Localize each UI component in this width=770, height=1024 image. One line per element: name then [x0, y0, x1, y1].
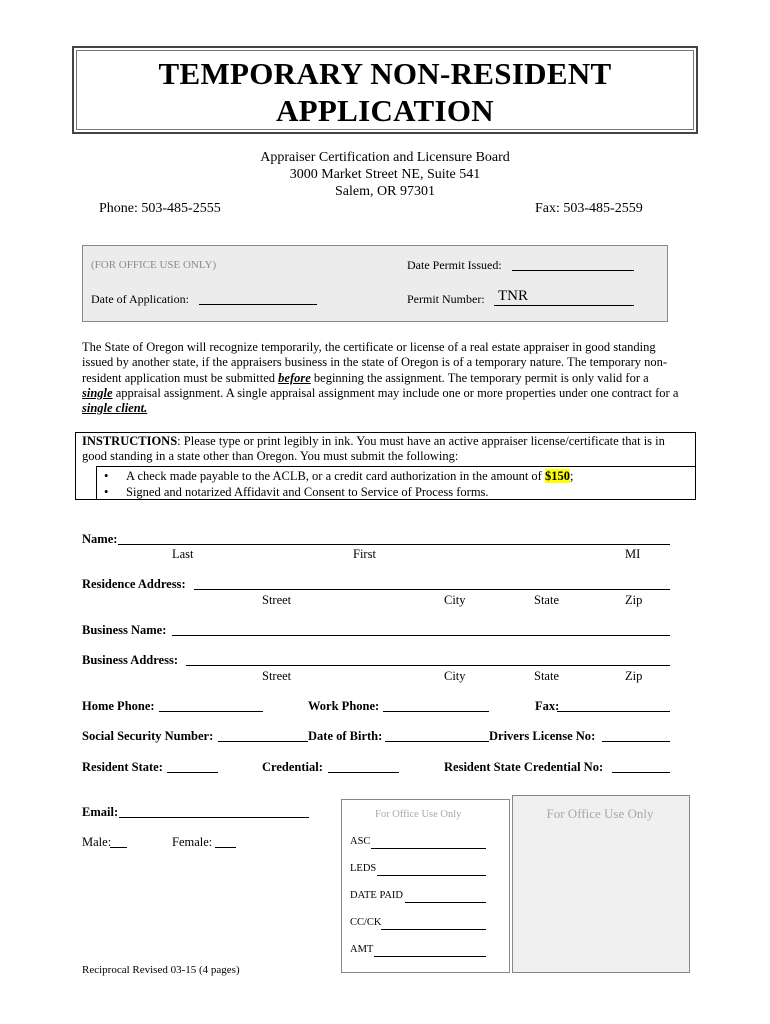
office-use-box-top [82, 245, 668, 322]
work-phone-input[interactable] [383, 711, 489, 712]
office-use-bottom-heading: For Office Use Only [375, 809, 462, 820]
drivers-license-label: Drivers License No: [489, 729, 596, 743]
male-input[interactable] [110, 847, 127, 848]
work-phone-label: Work Phone: [308, 699, 380, 713]
female-label: Female: [172, 835, 213, 849]
resident-state-credential-input[interactable] [612, 772, 670, 773]
bullet-check-payment: • A check made payable to the ACLB, or a credit card authorization in the amount of $150; [104, 469, 574, 483]
intro-paragraph: The State of Oregon will recognize temporarily, the certificate or license of a real estate appraiser in good standing issued by another state, if the appraisers business in the state of Oregon is of a temporary nature. The temporary non-resident application must be submitted before beginning the assignment. The temporary permit is only valid for a single appraisal assignment. A single appraisal assignment may include one or more properties under one contract for a single client. [82, 340, 679, 416]
business-name-input[interactable] [172, 635, 670, 636]
business-state-sublabel: State [534, 669, 559, 683]
asc-field[interactable] [371, 848, 486, 849]
ssn-input[interactable] [218, 741, 308, 742]
cc-ck-label: CC/CK [350, 917, 382, 928]
cc-ck-field[interactable] [381, 929, 486, 930]
leds-field[interactable] [377, 875, 486, 876]
email-label: Email: [82, 805, 119, 819]
business-city-sublabel: City [444, 669, 466, 683]
amt-label: AMT [350, 944, 374, 955]
first-sublabel: First [353, 547, 376, 561]
board-name: Appraiser Certification and Licensure Board [260, 150, 510, 165]
title-box [72, 46, 698, 134]
business-street-sublabel: Street [262, 669, 292, 683]
last-sublabel: Last [172, 547, 194, 561]
residence-state-sublabel: State [534, 593, 559, 607]
business-address-label: Business Address: [82, 653, 178, 667]
permit-number-field[interactable] [494, 305, 634, 306]
board-city: Salem, OR 97301 [335, 184, 435, 199]
title-line-2: APPLICATION [275, 93, 494, 128]
office-use-heading: (FOR OFFICE USE ONLY) [91, 259, 217, 271]
name-label: Name: [82, 532, 118, 546]
board-fax: Fax: 503-485-2559 [535, 201, 643, 216]
title-line-1: TEMPORARY NON-RESIDENT [158, 56, 612, 91]
email-input[interactable] [119, 817, 309, 818]
ssn-label: Social Security Number: [82, 729, 214, 743]
resident-state-credential-label: Resident State Credential No: [444, 760, 604, 774]
residence-city-sublabel: City [444, 593, 466, 607]
name-input[interactable] [118, 544, 670, 545]
single-emphasis: single [82, 385, 113, 400]
date-paid-field[interactable] [405, 902, 486, 903]
dob-input[interactable] [385, 741, 489, 742]
board-street: 3000 Market Street NE, Suite 541 [289, 167, 481, 182]
business-address-input[interactable] [186, 665, 670, 666]
instructions-text: INSTRUCTIONS: Please type or print legibly in ink. You must have an active appraiser license/certificate that is in good standing in a state other than Oregon. You must submit the following: [82, 434, 665, 464]
female-input[interactable] [215, 847, 236, 848]
credential-input[interactable] [328, 772, 399, 773]
leds-label: LEDS [350, 863, 377, 874]
board-phone: Phone: 503-485-2555 [99, 201, 221, 216]
office-use-right-heading: For Office Use Only [546, 806, 654, 821]
single-client-emphasis: single client. [82, 401, 148, 416]
residence-street-sublabel: Street [262, 593, 292, 607]
date-permit-issued-field[interactable] [512, 270, 634, 271]
amount-highlight: $150 [544, 469, 570, 483]
resident-state-input[interactable] [167, 772, 218, 773]
permit-number-value: TNR [498, 288, 528, 304]
credential-label: Credential: [262, 760, 323, 774]
male-label: Male: [82, 835, 112, 849]
resident-state-label: Resident State: [82, 760, 163, 774]
residence-address-input[interactable] [194, 589, 670, 590]
bullet-affidavit: • Signed and notarized Affidavit and Consent to Service of Process forms. [104, 485, 489, 499]
date-of-application-field[interactable] [199, 304, 317, 305]
footer-revision: Reciprocal Revised 03-15 (4 pages) [82, 964, 240, 976]
residence-address-label: Residence Address: [82, 577, 186, 591]
home-phone-label: Home Phone: [82, 699, 155, 713]
residence-zip-sublabel: Zip [625, 593, 643, 607]
drivers-license-input[interactable] [602, 741, 670, 742]
business-zip-sublabel: Zip [625, 669, 643, 683]
date-of-application-label: Date of Application: [91, 292, 189, 306]
date-paid-label: DATE PAID [350, 890, 403, 901]
business-name-label: Business Name: [82, 623, 167, 637]
home-phone-input[interactable] [159, 711, 263, 712]
permit-number-label: Permit Number: [407, 292, 485, 306]
asc-label: ASC [350, 836, 371, 847]
before-emphasis: before [278, 370, 311, 385]
amt-field[interactable] [374, 956, 486, 957]
dob-label: Date of Birth: [308, 729, 383, 743]
fax-input[interactable] [557, 711, 670, 712]
fax-label: Fax: [535, 699, 560, 713]
mi-sublabel: MI [625, 547, 641, 561]
date-permit-issued-label: Date Permit Issued: [407, 258, 502, 272]
